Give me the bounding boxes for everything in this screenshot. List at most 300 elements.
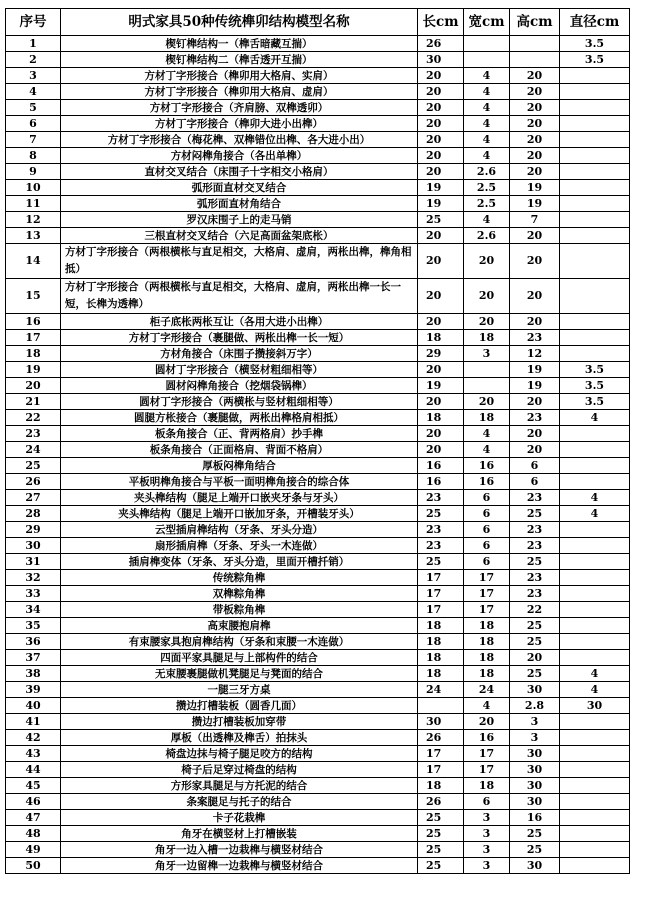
width-cell: 18 [464,666,510,682]
height-cell: 25 [510,618,560,634]
index-cell: 22 [6,410,61,426]
length-cell: 20 [418,228,464,244]
length-cell: 25 [418,810,464,826]
table-header-row [6,9,630,36]
width-cell: 6 [464,794,510,810]
length-cell: 25 [418,554,464,570]
length-cell: 18 [418,618,464,634]
index-cell: 10 [6,180,61,196]
table-row [6,346,630,362]
table-row [6,538,630,554]
diameter-cell [560,228,630,244]
name-cell: 方材丁字形接合（两根横枨与直足相交，大格肩、虚肩，两枨出榫，榫角相抵） [61,244,418,279]
diameter-cell [560,858,630,874]
width-cell: 6 [464,554,510,570]
diameter-cell: 3.5 [560,52,630,68]
height-cell: 19 [510,196,560,212]
table-row [6,650,630,666]
index-cell: 35 [6,618,61,634]
width-cell: 4 [464,84,510,100]
diameter-cell [560,554,630,570]
name-cell: 方材丁字形接合（榫卯大进小出榫） [61,116,418,132]
length-cell: 20 [418,84,464,100]
name-cell: 角牙一边留榫一边栽榫与横竖材结合 [61,858,418,874]
name-cell: 扇形插肩榫（牙条、牙头一木连做） [61,538,418,554]
table-row [6,330,630,346]
table-row [6,762,630,778]
name-cell: 厚板（出透榫及榫舌）拍抹头 [61,730,418,746]
height-cell: 20 [510,164,560,180]
width-cell: 4 [464,426,510,442]
index-cell: 20 [6,378,61,394]
width-cell: 6 [464,538,510,554]
height-cell: 30 [510,762,560,778]
table-row [6,458,630,474]
index-cell: 39 [6,682,61,698]
diameter-cell [560,426,630,442]
length-cell: 20 [418,68,464,84]
diameter-cell [560,100,630,116]
length-cell: 16 [418,458,464,474]
diameter-cell [560,132,630,148]
index-cell: 16 [6,314,61,330]
height-cell: 30 [510,858,560,874]
table-row [6,778,630,794]
width-cell: 4 [464,132,510,148]
length-cell: 25 [418,826,464,842]
table-row [6,810,630,826]
table-row [6,228,630,244]
table-row [6,666,630,682]
name-cell: 带板粽角榫 [61,602,418,618]
header-name: 明式家具50种传统榫卯结构模型名称 [61,9,418,36]
joinery-table [5,8,630,874]
name-cell: 插肩榫变体（牙条、牙头分造，里面开槽扦销） [61,554,418,570]
width-cell: 20 [464,714,510,730]
table-row [6,698,630,714]
height-cell: 30 [510,778,560,794]
height-cell: 23 [510,586,560,602]
length-cell: 17 [418,762,464,778]
diameter-cell [560,244,630,279]
length-cell: 20 [418,279,464,314]
index-cell: 36 [6,634,61,650]
width-cell: 18 [464,410,510,426]
height-cell: 16 [510,810,560,826]
index-cell: 18 [6,346,61,362]
name-cell: 方材丁字形接合（梅花榫、双榫错位出榫、各大进小出） [61,132,418,148]
height-cell: 23 [510,538,560,554]
width-cell: 3 [464,810,510,826]
height-cell: 25 [510,506,560,522]
height-cell [510,52,560,68]
table-row [6,244,630,279]
height-cell: 20 [510,426,560,442]
index-cell: 17 [6,330,61,346]
table-row [6,212,630,228]
diameter-cell [560,84,630,100]
diameter-cell [560,746,630,762]
name-cell: 云型插肩榫结构（牙条、牙头分造） [61,522,418,538]
height-cell: 20 [510,100,560,116]
width-cell: 24 [464,682,510,698]
height-cell: 20 [510,394,560,410]
diameter-cell [560,826,630,842]
width-cell: 4 [464,698,510,714]
table-row [6,132,630,148]
diameter-cell [560,586,630,602]
table-row [6,730,630,746]
width-cell: 4 [464,212,510,228]
width-cell: 16 [464,458,510,474]
width-cell: 3 [464,858,510,874]
index-cell: 3 [6,68,61,84]
length-cell: 17 [418,602,464,618]
length-cell: 26 [418,36,464,52]
width-cell: 2.5 [464,196,510,212]
index-cell: 14 [6,244,61,279]
width-cell: 6 [464,490,510,506]
diameter-cell: 4 [560,410,630,426]
width-cell: 2.5 [464,180,510,196]
diameter-cell [560,442,630,458]
diameter-cell: 3.5 [560,378,630,394]
header-index: 序号 [6,9,61,36]
name-cell: 有束腰家具抱肩榫结构（牙条和束腰一木连做） [61,634,418,650]
name-cell: 罗汉床围子上的走马销 [61,212,418,228]
length-cell [418,698,464,714]
diameter-cell [560,196,630,212]
width-cell: 3 [464,826,510,842]
length-cell: 20 [418,442,464,458]
width-cell: 17 [464,746,510,762]
index-cell: 46 [6,794,61,810]
length-cell: 18 [418,778,464,794]
index-cell: 15 [6,279,61,314]
length-cell: 17 [418,586,464,602]
width-cell: 20 [464,279,510,314]
name-cell: 柜子底枨两枨互让（各用大进小出榫） [61,314,418,330]
table-row [6,682,630,698]
diameter-cell [560,180,630,196]
name-cell: 三根直材交叉结合（六足高面盆架底枨） [61,228,418,244]
index-cell: 41 [6,714,61,730]
name-cell: 传统粽角榫 [61,570,418,586]
table-row [6,794,630,810]
height-cell: 20 [510,132,560,148]
table-row [6,68,630,84]
height-cell: 20 [510,244,560,279]
table-row [6,714,630,730]
index-cell: 8 [6,148,61,164]
width-cell: 4 [464,116,510,132]
width-cell: 4 [464,148,510,164]
index-cell: 12 [6,212,61,228]
table-row [6,442,630,458]
index-cell: 33 [6,586,61,602]
table-row [6,426,630,442]
length-cell: 20 [418,164,464,180]
name-cell: 四面平家具腿足与上部构件的结合 [61,650,418,666]
index-cell: 42 [6,730,61,746]
diameter-cell [560,634,630,650]
table-row [6,279,630,314]
table-row [6,618,630,634]
length-cell: 20 [418,314,464,330]
index-cell: 43 [6,746,61,762]
width-cell: 20 [464,244,510,279]
name-cell: 圆材丁字形接合（两横枨与竖材粗细相等） [61,394,418,410]
height-cell: 19 [510,378,560,394]
table-row [6,634,630,650]
height-cell: 20 [510,84,560,100]
index-cell: 1 [6,36,61,52]
height-cell: 23 [510,410,560,426]
diameter-cell: 3.5 [560,394,630,410]
table-row [6,394,630,410]
height-cell: 30 [510,746,560,762]
width-cell: 3 [464,346,510,362]
length-cell: 19 [418,378,464,394]
length-cell: 23 [418,522,464,538]
height-cell: 20 [510,314,560,330]
length-cell: 29 [418,346,464,362]
name-cell: 无束腰裹腿做机凳腿足与凳面的结合 [61,666,418,682]
table-row [6,474,630,490]
name-cell: 攒边打槽装板加穿带 [61,714,418,730]
name-cell: 直材交叉结合（床围子十字相交小格肩） [61,164,418,180]
length-cell: 18 [418,410,464,426]
width-cell: 18 [464,618,510,634]
diameter-cell: 4 [560,682,630,698]
height-cell: 25 [510,554,560,570]
length-cell: 24 [418,682,464,698]
diameter-cell [560,116,630,132]
diameter-cell [560,538,630,554]
diameter-cell [560,279,630,314]
name-cell: 夹头榫结构（腿足上端开口嵌加牙条，开槽装牙头） [61,506,418,522]
name-cell: 卡子花栽榫 [61,810,418,826]
name-cell: 板条角接合（正、背两格肩）抄手榫 [61,426,418,442]
width-cell: 20 [464,314,510,330]
diameter-cell [560,842,630,858]
height-cell: 23 [510,330,560,346]
name-cell: 方材角接合（床围子攒接斜万字） [61,346,418,362]
index-cell: 32 [6,570,61,586]
table-row [6,858,630,874]
diameter-cell [560,148,630,164]
height-cell [510,36,560,52]
width-cell [464,362,510,378]
index-cell: 48 [6,826,61,842]
index-cell: 44 [6,762,61,778]
name-cell: 方形家具腿足与方托泥的结合 [61,778,418,794]
width-cell: 17 [464,586,510,602]
name-cell: 圆材闷榫角接合（挖烟袋锅榫） [61,378,418,394]
height-cell: 3 [510,730,560,746]
length-cell: 26 [418,730,464,746]
index-cell: 25 [6,458,61,474]
index-cell: 26 [6,474,61,490]
width-cell [464,52,510,68]
length-cell: 18 [418,330,464,346]
name-cell: 方材丁字形接合（两根横枨与直足相交，大格肩、虚肩，两枨出榫一长一短，长榫为透榫） [61,279,418,314]
length-cell: 18 [418,650,464,666]
width-cell: 18 [464,650,510,666]
width-cell: 4 [464,100,510,116]
diameter-cell [560,762,630,778]
length-cell: 30 [418,714,464,730]
table-row [6,36,630,52]
length-cell: 25 [418,858,464,874]
index-cell: 50 [6,858,61,874]
name-cell: 方材丁字形接合（榫卯用大格肩、实肩） [61,68,418,84]
index-cell: 23 [6,426,61,442]
table-row [6,378,630,394]
index-cell: 31 [6,554,61,570]
name-cell: 弧形面直材交叉结合 [61,180,418,196]
length-cell: 19 [418,180,464,196]
name-cell: 楔钉榫结构一（榫舌暗藏互揣） [61,36,418,52]
width-cell: 16 [464,730,510,746]
length-cell: 20 [418,426,464,442]
index-cell: 38 [6,666,61,682]
width-cell: 4 [464,68,510,84]
width-cell: 6 [464,506,510,522]
name-cell: 椅盘边抹与椅子腿足咬方的结构 [61,746,418,762]
length-cell: 23 [418,538,464,554]
header-height: 高cm [510,9,560,36]
width-cell: 17 [464,602,510,618]
diameter-cell [560,212,630,228]
width-cell [464,378,510,394]
height-cell: 23 [510,522,560,538]
length-cell: 20 [418,244,464,279]
table-row [6,116,630,132]
index-cell: 45 [6,778,61,794]
table-row [6,164,630,180]
name-cell: 方材丁字形接合（裹腿做、两枨出榫一长一短） [61,330,418,346]
width-cell: 2.6 [464,164,510,180]
width-cell: 3 [464,842,510,858]
index-cell: 27 [6,490,61,506]
header-length: 长cm [418,9,464,36]
name-cell: 方材丁字形接合（齐肩膀、双榫透卯） [61,100,418,116]
height-cell: 22 [510,602,560,618]
table-row [6,554,630,570]
height-cell: 12 [510,346,560,362]
width-cell: 17 [464,570,510,586]
height-cell: 30 [510,682,560,698]
diameter-cell [560,346,630,362]
index-cell: 21 [6,394,61,410]
height-cell: 19 [510,362,560,378]
table-row [6,314,630,330]
length-cell: 20 [418,148,464,164]
name-cell: 楔钉榫结构二（榫舌透开互揣） [61,52,418,68]
length-cell: 20 [418,116,464,132]
width-cell: 16 [464,474,510,490]
index-cell: 24 [6,442,61,458]
height-cell: 19 [510,180,560,196]
height-cell: 6 [510,458,560,474]
height-cell: 20 [510,228,560,244]
height-cell: 23 [510,570,560,586]
diameter-cell [560,570,630,586]
length-cell: 25 [418,842,464,858]
name-cell: 高束腰抱肩榫 [61,618,418,634]
height-cell: 25 [510,634,560,650]
height-cell: 23 [510,490,560,506]
height-cell: 20 [510,279,560,314]
height-cell: 20 [510,68,560,84]
index-cell: 13 [6,228,61,244]
name-cell: 条案腿足与托子的结合 [61,794,418,810]
table-row [6,84,630,100]
width-cell [464,36,510,52]
name-cell: 双榫粽角榫 [61,586,418,602]
diameter-cell [560,458,630,474]
diameter-cell [560,778,630,794]
height-cell: 30 [510,794,560,810]
height-cell: 25 [510,842,560,858]
height-cell: 7 [510,212,560,228]
diameter-cell [560,810,630,826]
table-row [6,826,630,842]
table-row [6,570,630,586]
index-cell: 9 [6,164,61,180]
diameter-cell [560,730,630,746]
length-cell: 17 [418,570,464,586]
width-cell: 18 [464,778,510,794]
height-cell: 20 [510,148,560,164]
width-cell: 20 [464,394,510,410]
height-cell: 20 [510,116,560,132]
header-diameter: 直径cm [560,9,630,36]
length-cell: 18 [418,666,464,682]
table-row [6,746,630,762]
length-cell: 20 [418,362,464,378]
index-cell: 19 [6,362,61,378]
diameter-cell: 30 [560,698,630,714]
diameter-cell: 4 [560,490,630,506]
table-row [6,100,630,116]
name-cell: 板条角接合（正面格肩、背面不格肩） [61,442,418,458]
diameter-cell: 4 [560,506,630,522]
diameter-cell [560,794,630,810]
diameter-cell [560,330,630,346]
index-cell: 47 [6,810,61,826]
table-row [6,490,630,506]
index-cell: 34 [6,602,61,618]
length-cell: 20 [418,132,464,148]
diameter-cell [560,602,630,618]
index-cell: 5 [6,100,61,116]
header-width: 宽cm [464,9,510,36]
diameter-cell: 4 [560,666,630,682]
diameter-cell [560,714,630,730]
table-row [6,586,630,602]
name-cell: 角牙在横竖材上打槽嵌装 [61,826,418,842]
height-cell: 20 [510,650,560,666]
index-cell: 2 [6,52,61,68]
index-cell: 4 [6,84,61,100]
length-cell: 20 [418,394,464,410]
length-cell: 26 [418,794,464,810]
width-cell: 18 [464,330,510,346]
table-row [6,196,630,212]
name-cell: 夹头榫结构（腿足上端开口嵌夹牙条与牙头） [61,490,418,506]
